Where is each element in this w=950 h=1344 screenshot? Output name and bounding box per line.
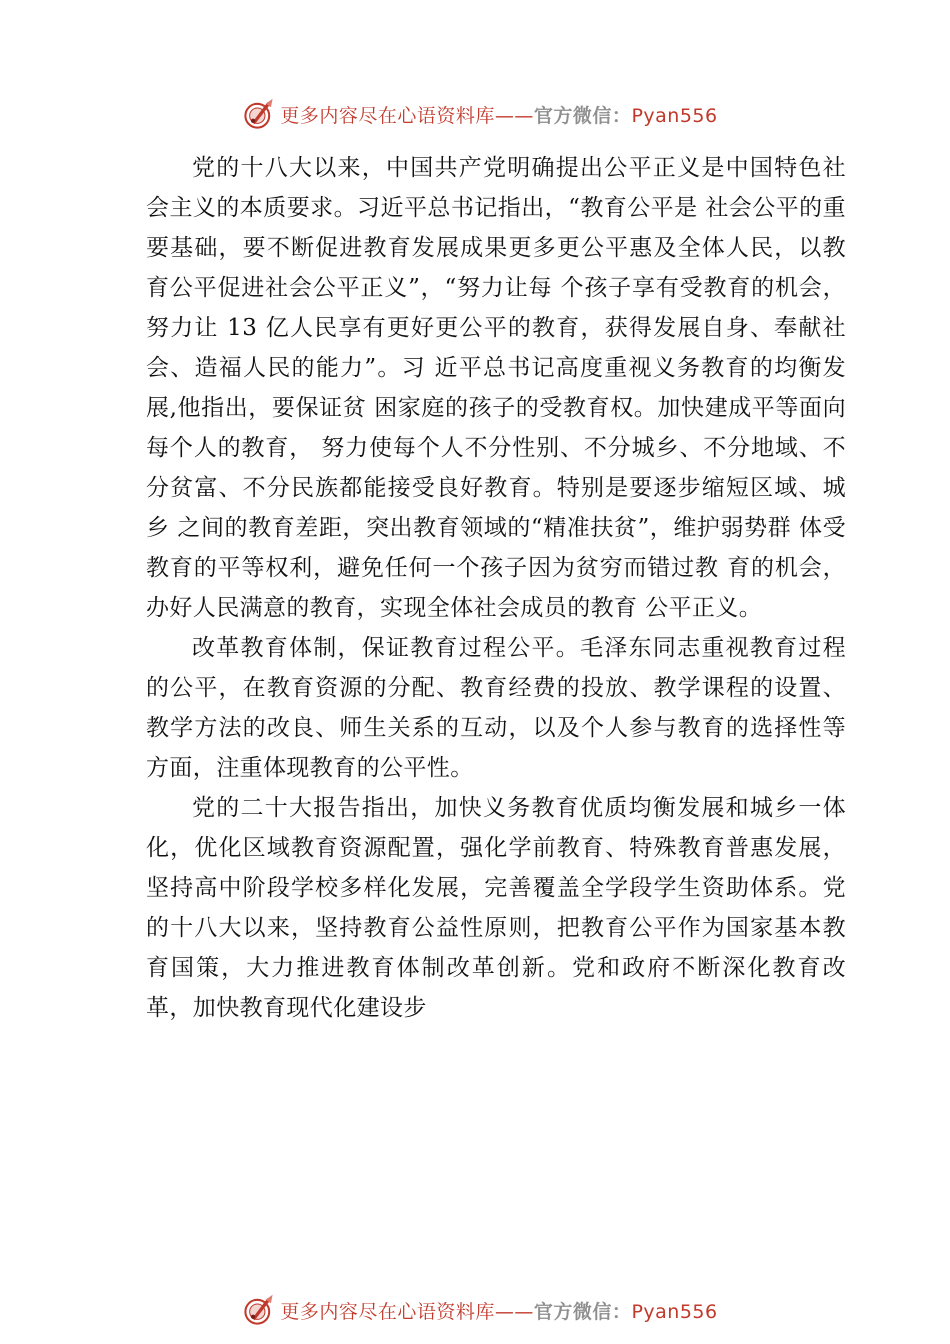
document-body bbox=[146, 148, 846, 1028]
footer-banner-content bbox=[242, 1293, 717, 1327]
wechat-id: Pyan556 bbox=[631, 1300, 718, 1323]
banner-dash: —— bbox=[494, 1300, 534, 1323]
paragraph-3: 党的二十大报告指出，加快义务教育优质均衡发展和城乡一体化，优化区域教育资源配置，强化学前教育、特殊教育普惠发展，坚持高中阶段学校多样化发展，完善覆盖全学段学生资助体系。党的十八大以来，坚持教育公益性原则，把教育公平作为国家基本教育国策，大力推进教育体制改革创新。党和政府不断深化教育改革，加快教育现代化建设步 bbox=[146, 795, 846, 1021]
banner-text bbox=[280, 101, 717, 128]
paragraph-2: 改革教育体制，保证教育过程公平。毛泽东同志重视教育过程的公平，在教育资源的分配、教育经费的投放、教学课程的设置、教学方法的改良、师生关系的互动，以及个人参与教育的选择性等方面，注重体现教育的公平性。 bbox=[146, 635, 846, 781]
wechat-id: Pyan556 bbox=[631, 104, 718, 127]
banner-slogan: 更多内容尽在心语资料库 bbox=[280, 1300, 495, 1323]
banner-text bbox=[280, 1297, 717, 1324]
header-banner-content bbox=[242, 97, 717, 131]
header-banner bbox=[0, 94, 950, 134]
banner-slogan: 更多内容尽在心语资料库 bbox=[280, 104, 495, 127]
quill-pen-logo-icon bbox=[242, 1293, 276, 1327]
footer-banner bbox=[0, 1290, 950, 1330]
wechat-label: 官方微信： bbox=[533, 104, 632, 127]
banner-dash: —— bbox=[494, 104, 534, 127]
quill-pen-logo-icon bbox=[242, 97, 276, 131]
wechat-label: 官方微信： bbox=[533, 1300, 632, 1323]
paragraph-1: 党的十八大以来，中国共产党明确提出公平正义是中国特色社会主义的本质要求。习近平总书记指出，“教育公平是 社会公平的重要基础，要不断促进教育发展成果更多更公平惠及全体人民，以教育公平促进社会公平正义”，“努力让每 个孩子享有受教育的机会，努力让 13 亿人民享有更好更公平的教育，获得发展自身、奉献社会、造福人民的能力”。习 近平总书记高度重视义务教育的均衡发展,他指出，要保证贫 困家庭的孩子的受教育权。加快建成平等面向每个人的教育， 努力使每个人不分性别、不分城乡、不分地域、不分贫富、不分民族都能接受良好教育。特别是要逐步缩短区域、城乡 之间的教育差距，突出教育领域的“精准扶贫”，维护弱势群 体受教育的平等权利，避免任何一个孩子因为贫穷而错过教 育的机会，办好人民满意的教育，实现全体社会成员的教育 公平正义。 bbox=[146, 155, 846, 621]
